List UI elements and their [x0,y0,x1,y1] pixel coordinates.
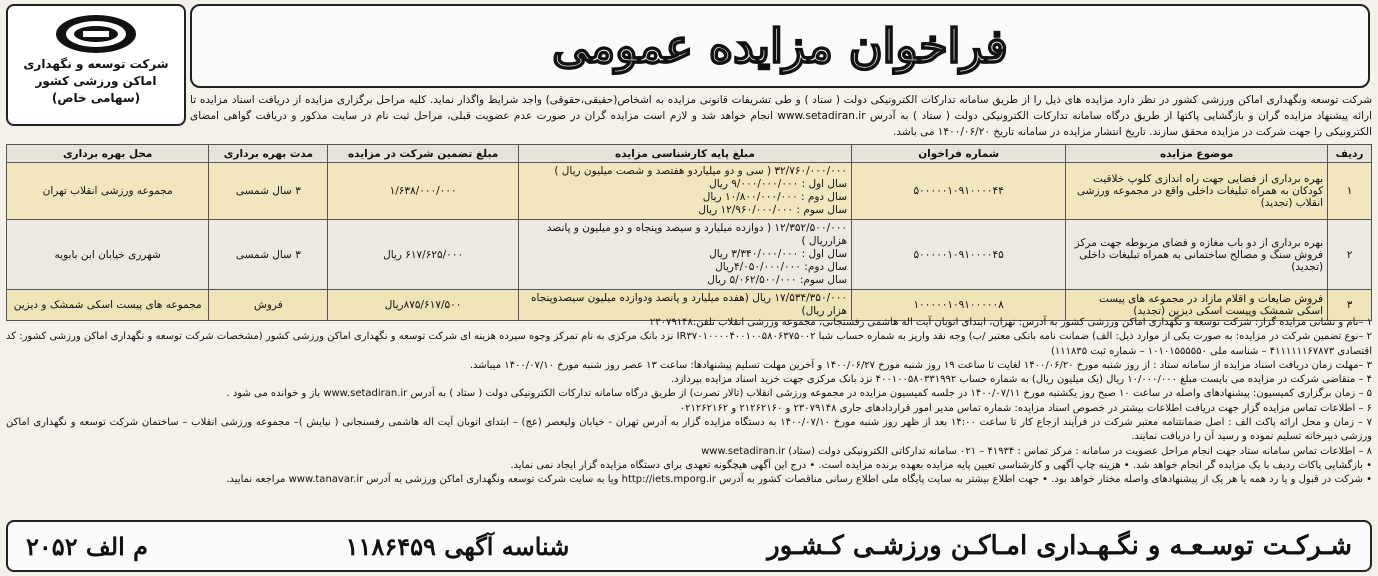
note-item: ۵ – زمان برگزاری کمیسیون: پیشنهادهای واصله در ساعت ۱۰ صبح روز یکشنبه مورخ ۱۴۰۰/۰۷/۱۱ در جلسه کمیسیون مزایده در مجموعه ورزشی انقلاب (تالار نصرت) از طریق درگاه سامانه تدارکات الکترونیکی دولت ( ستاد ) به آدرس www.setadiran.ir باز و خوانده می شود . [226,388,1372,400]
row-number: ۱ [1328,163,1372,220]
row-number: ۲ [1328,220,1372,290]
title-banner [190,4,1370,88]
row-place: مجموعه ورزشی انقلاب تهران [7,163,209,220]
footer-org-name: شـرکـت توسـعـه و نگـهـداری امـاکـن ورزشـی کـشـور [767,531,1352,561]
auction-table [6,144,1372,321]
base-price-line: ۳۲/۷۶۰/۰۰۰/۰۰۰ ( سی و دو میلیاردو هفتصد و شصت میلیون ریال ) [554,165,848,177]
table-row [7,220,1372,290]
row-call-number: ۵۰۰۰۰۰۱۰۹۱۰۰۰۰۴۵ [852,220,1066,290]
row-duration: ۳ سال شمسی [209,220,328,290]
note-item: ۱ –نام و نشانی مزایده گزار: شرکت توسعه و نگهداری اماکن ورزشی کشور به آدرس: تهران، ابتدای اتوبان آیت اله هاشمی رفسنجانی، مجموعه ورزشی انقلاب تلفن:۲۳۰۷۹۱۴۸ [649,317,1372,328]
row-duration: فروش [209,290,328,321]
note-item: • بازگشایی پاکات ردیف با یک مزایده گر انجام خواهد شد. • هزینه چاپ آگهی و کارشناسی تعیین پایه مزایده بعهده برنده مزایده است. • درج این آگهی هیچگونه تعهدی برای دستگاه مزایده گزار ایجاد نمی نماید. [510,459,1372,471]
row-subject: بهره برداری از فضایی جهت راه اندازی کلوپ خلاقیت کودکان به همراه تبلیغات داخلی واقع در مجموعه ورزشی انقلاب (تجدید) [1066,163,1328,220]
note-item: ۸ – اطلاعات تماس سامانه ستاد جهت انجام مراحل عضویت در سامانه : مرکز تماس : ۴۱۹۳۴ – ۰۲۱ سامانه تدارکاتی الکترونیکی دولت (ستاد) www.setadiran.ir [701,445,1372,457]
note-item: • شرکت در قبول و یا رد همه یا هر یک از پیشنهادهای واصله مختار خواهد بود. • جهت اطلاع بیشتر به سایت پایگاه ملی اطلاع رسانی مناقصات کشور به آدرس http://iets.mporg.ir ویا به سایت شرکت توسعه ونگهداری اماکن ورزشی به آدرس www.tanavar.ir مراجعه نمایید. [226,474,1372,486]
note-item: ۲ –نوع تضمین شرکت در مزایده: به صورت یکی از موارد ذیل: الف) ضمانت نامه بانکی معتبر /ب) وجه نقد واریز به شماره حساب شبا IR۳۷۰۱۰۰۰۰۴۰۰۱۰۰۵۸۰۶۳۷۵۰۰۲ نزد بانک مرکزی به نام تمرکز وجوه سپرده هزینه ای شرکت توسعه و نگهداری اماکن ورزشی کشور (مشخصات شرکت توسعه و نگهداری اماکن ورزشی کشور: کد اقتصادی ۴۱۱۱۱۱۱۶۷۸۷۳ – شناسه ملی ۱۰۱۰۱۵۵۵۵۵۰ – شماره ثبت ۱۱۱۸۳۵) [6,331,1372,357]
note-item: ۴ – متقاضی شرکت در مزایده می بایست مبلغ ۱۰/۰۰۰/۰۰۰ ریال (یک میلیون ریال) به شماره حساب ۴۰۰۱۰۰۵۸۰۳۳۱۹۹۲ نزد بانک مرکزی جهت خرید اسناد مزایده بپردازد. [670,374,1372,386]
footer-ad-id: شناسه آگهی ۱۱۸۶۴۵۹ [345,531,570,561]
row-subject: فروش ضایعات و اقلام مازاد در مجموعه های پیست اسکی شمشک وپیست اسکی دیزین (تجدید) [1066,290,1328,321]
header-subject: موضوع مزایده [1066,145,1328,163]
base-price-line: ۱۷/۵۳۴/۳۵۰/۰۰۰ ریال (هفده میلیارد و پانصد ودوازده میلیون سیصدوپنجاه هزار ریال) [531,292,848,317]
intro-paragraph: شرکت توسعه ونگهداری اماکن ورزشی کشور در نظر دارد مزایده های ذیل را از طریق سامانه تدارکات الکترونیکی دولت ( ستاد ) و طی تشریفات قانونی مزایده به اشخاص(حقیقی،حقوقی) واجد شرایط واگذار نماید. کلیه مراحل برگزاری مزایده از دریافت اسناد مزایده تا ارائه پیشنهاد مزایده گران و بازگشایی پاکتها از طریق درگاه سامانه تدارکات الکترونیکی دولت ( ستاد ) به آدرس www.setadiran.ir انجام خواهد شد و لازم است مزایده گران در صورت عدم عضویت قبلی، مراحل ثبت نام در سایت مذکور و دریافت گواهی امضای الکترونیکی را جهت شرکت در مزایده محقق سازند. تاریخ انتشار مزایده در سامانه تاریخ ۱۴۰۰/۰۶/۲۰ می باشد. [190,94,1372,138]
header-base-price: مبلغ پایه کارشناسی مزایده [518,145,851,163]
org-logo-icon [53,12,139,56]
row-deposit: ۸۷۵/۶۱۷/۵۰۰ریال [328,290,518,321]
base-price-line: سال سوم : ۱۲/۹۶۰/۰۰۰/۰۰۰ ریال [698,204,848,216]
header-place: محل بهره برداری [7,145,209,163]
base-price-line: سال دوم : ۱۰/۸۰۰/۰۰۰/۰۰۰ ریال [702,191,848,203]
base-price-line: سال اول : ۳/۳۴۰/۰۰۰/۰۰۰ ریال [709,248,848,260]
note-item: ۳ –مهلت زمان دریافت اسناد مزایده از سامانه ستاد : از روز شنبه مورخ ۱۴۰۰/۰۶/۲۰ لغایت تا ساعت ۱۹ روز شنبه مورخ ۱۴۰۰/۰۶/۲۷ و آخرین مهلت تسلیم پیشنهادها: ساعت ۱۳ عصر روز شنبه مورخ ۱۴۰۰/۰۷/۱۰ میباشد. [469,359,1372,371]
row-place: شهرری خیابان ابن بابویه [7,220,209,290]
row-number: ۳ [1328,290,1372,321]
table-header-row [7,145,1372,163]
header-call-number: شماره فراخوان [852,145,1066,163]
org-name-line-2: اماکن ورزشی کشور [35,74,157,88]
footer-code: م الف ۲۰۵۲ [26,531,148,561]
row-duration: ۳ سال شمسی [209,163,328,220]
note-item: ۶ – اطلاعات تماس مزایده گزار جهت دریافت اطلاعات بیشتر در خصوص اسناد مزایده: شماره تماس مدیر امور قراردادهای جاری ۲۳۰۷۹۱۴۸ و ۲۱۲۶۲۱۶۰ و ۰۲۱۲۶۲۱۶۲ [679,402,1372,414]
footer-banner [6,520,1372,572]
row-base-price [518,220,851,290]
base-price-line: ۱۲/۳۵۲/۵۰۰/۰۰۰ ( دوازده میلیارد و سیصد وپنجاه و دو میلیون و پانصد هزارریال ) [546,222,848,247]
base-price-line: سال سوم: ۵/۰۶۲/۵۰۰/۰۰۰ ریال [707,274,848,286]
row-base-price [518,163,851,220]
note-item: ۷ – زمان و محل ارائه پاکت الف : اصل ضمانتنامه معتبر شرکت در فرآیند ارجاع کار تا ساعت ۱۴:۰۰ بعد از ظهر روز شنبه مورخ ۱۴۰۰/۰۷/۱۰ به دستگاه مزایده گزار به آدرس تهران - خیابان ولیعصر (عج) – ابتدای اتوبان آیت اله هاشمی رفسنجانی ( نیایش )– مجموعه ورزشی انقلاب – ساختمان شرکت توسعه و نگهداری اماکن ورزشی دبیرخانه تسلیم نموده و رسید آن را دریافت نمایند. [6,417,1372,443]
base-price-line: سال دوم: ۴/۰۵۰/۰۰۰/۰۰۰ریال [715,261,848,273]
header-deposit: مبلغ تضمین شرکت در مزایده [328,145,518,163]
row-place: مجموعه های پیست اسکی شمشک و دیزین [7,290,209,321]
org-logo-box [6,4,186,126]
header-row-no: ردیف [1328,145,1372,163]
row-subject: بهره برداری از دو باب مغازه و فضای مربوطه جهت مرکز فروش سنگ و مصالح ساختمانی به همراه تبلیغات داخلی (تجدید) [1066,220,1328,290]
base-price-line: سال اول : ۹/۰۰۰/۰۰۰/۰۰۰ ریال [709,178,848,190]
org-name-line-3: (سهامی خاص) [51,91,141,105]
row-deposit: ۱/۶۳۸/۰۰۰/۰۰۰ [328,163,518,220]
org-name-line-1: شرکت توسعه و نگهداری [23,57,169,71]
page-title: فراخوان مزایده عمومی [552,19,1008,73]
header-duration: مدت بهره برداری [209,145,328,163]
conditions-notes [6,316,1372,516]
table-row [7,163,1372,220]
row-call-number: ۵۰۰۰۰۰۱۰۹۱۰۰۰۰۴۴ [852,163,1066,220]
row-deposit: ۶۱۷/۶۲۵/۰۰۰ ریال [328,220,518,290]
row-call-number: ۱۰۰۰۰۰۱۰۹۱۰۰۰۰۰۸ [852,290,1066,321]
